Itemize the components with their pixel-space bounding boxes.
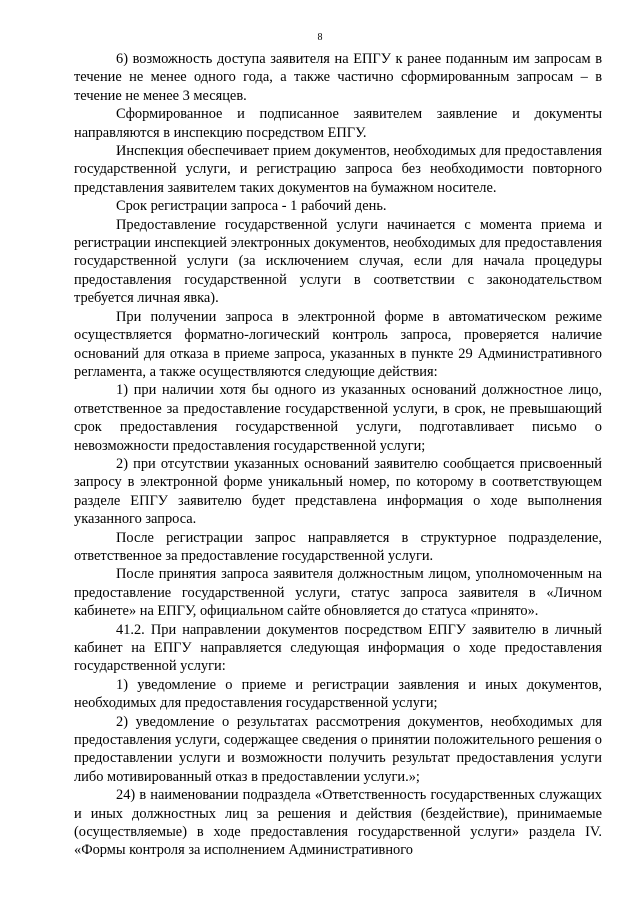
paragraph: 24) в наименовании подраздела «Ответственность государственных служащих и иных должностных лиц за решения и действия (бездействие), принимаемые (осуществляемые) в ходе предоставления государственной услуги» раздела IV. «Формы контроля за исполнением Административного: [74, 787, 602, 859]
paragraph: Срок регистрации запроса - 1 рабочий день.: [116, 198, 387, 215]
paragraph: Предоставление государственной услуги начинается с момента приема и регистрации инспекцией электронных документов, необходимых для предоставления государственной услуги (за исключением случая, если для начала процедуры предоставления государственной услуги в соответствии с законодательством требуется личная явка).: [74, 216, 602, 307]
paragraph: 1) при наличии хотя бы одного из указанных оснований должностное лицо, ответственное за предоставление государственной услуги, в срок, не превышающий срок предоставления государственной услуги, подготавливает письмо о невозможности предоставления государственной услуги;: [74, 382, 602, 454]
paragraph: 1) уведомление о приеме и регистрации заявления и иных документов, необходимых для предоставления государственной услуги;: [74, 676, 602, 712]
paragraph: После принятия запроса заявителя должностным лицом, уполномоченным на предоставление государственной услуги, статус запроса заявителя в «Личном кабинете» на ЕПГУ, официальном сайте обновляется до статуса «принято».: [74, 566, 602, 620]
paragraph: 2) уведомление о результатах рассмотрения документов, необходимых для предоставления услуги, содержащее сведения о принятии положительного решения о предоставлении услуги и возможности получить результат предоставления услуги либо мотивированный отказ в предоставлении услуги.»;: [74, 713, 602, 785]
paragraph: После регистрации запрос направляется в структурное подразделение, ответственное за предоставление государственной услуги.: [74, 529, 602, 564]
paragraph: 2) при отсутствии указанных оснований заявителю сообщается присвоенный запросу в электронной форме уникальный номер, по которому в соответствующем разделе ЕПГУ заявителю будет представлена информация о ходе выполнения указанного запроса.: [74, 455, 602, 528]
paragraph: При получении запроса в электронной форме в автоматическом режиме осуществляется форматно-логический контроль запроса, проверяется наличие оснований для отказа в приеме запроса, указанных в пункте 29 Административного регламента, а также осуществляются следующие действия:: [74, 308, 602, 380]
paragraph: Сформированное и подписанное заявителем заявление и документы направляются в инспекцию посредством ЕПГУ.: [74, 106, 602, 141]
page-number: 8: [317, 32, 323, 43]
document-body: [74, 50, 602, 860]
paragraph: Инспекция обеспечивает прием документов, необходимых для предоставления государственной услуги, и регистрацию запроса без необходимости повторного представления заявителем таких документов на бумажном носителе.: [74, 143, 602, 196]
paragraph: 41.2. При направлении документов посредством ЕПГУ заявителю в личный кабинет на ЕПГУ направляется следующая информация о ходе предоставления государственной услуги:: [74, 621, 602, 675]
paragraph: 6) возможность доступа заявителя на ЕПГУ к ранее поданным им запросам в течение не менее одного года, а также частично сформированным запросам – в течение не менее 3 месяцев.: [74, 51, 602, 104]
